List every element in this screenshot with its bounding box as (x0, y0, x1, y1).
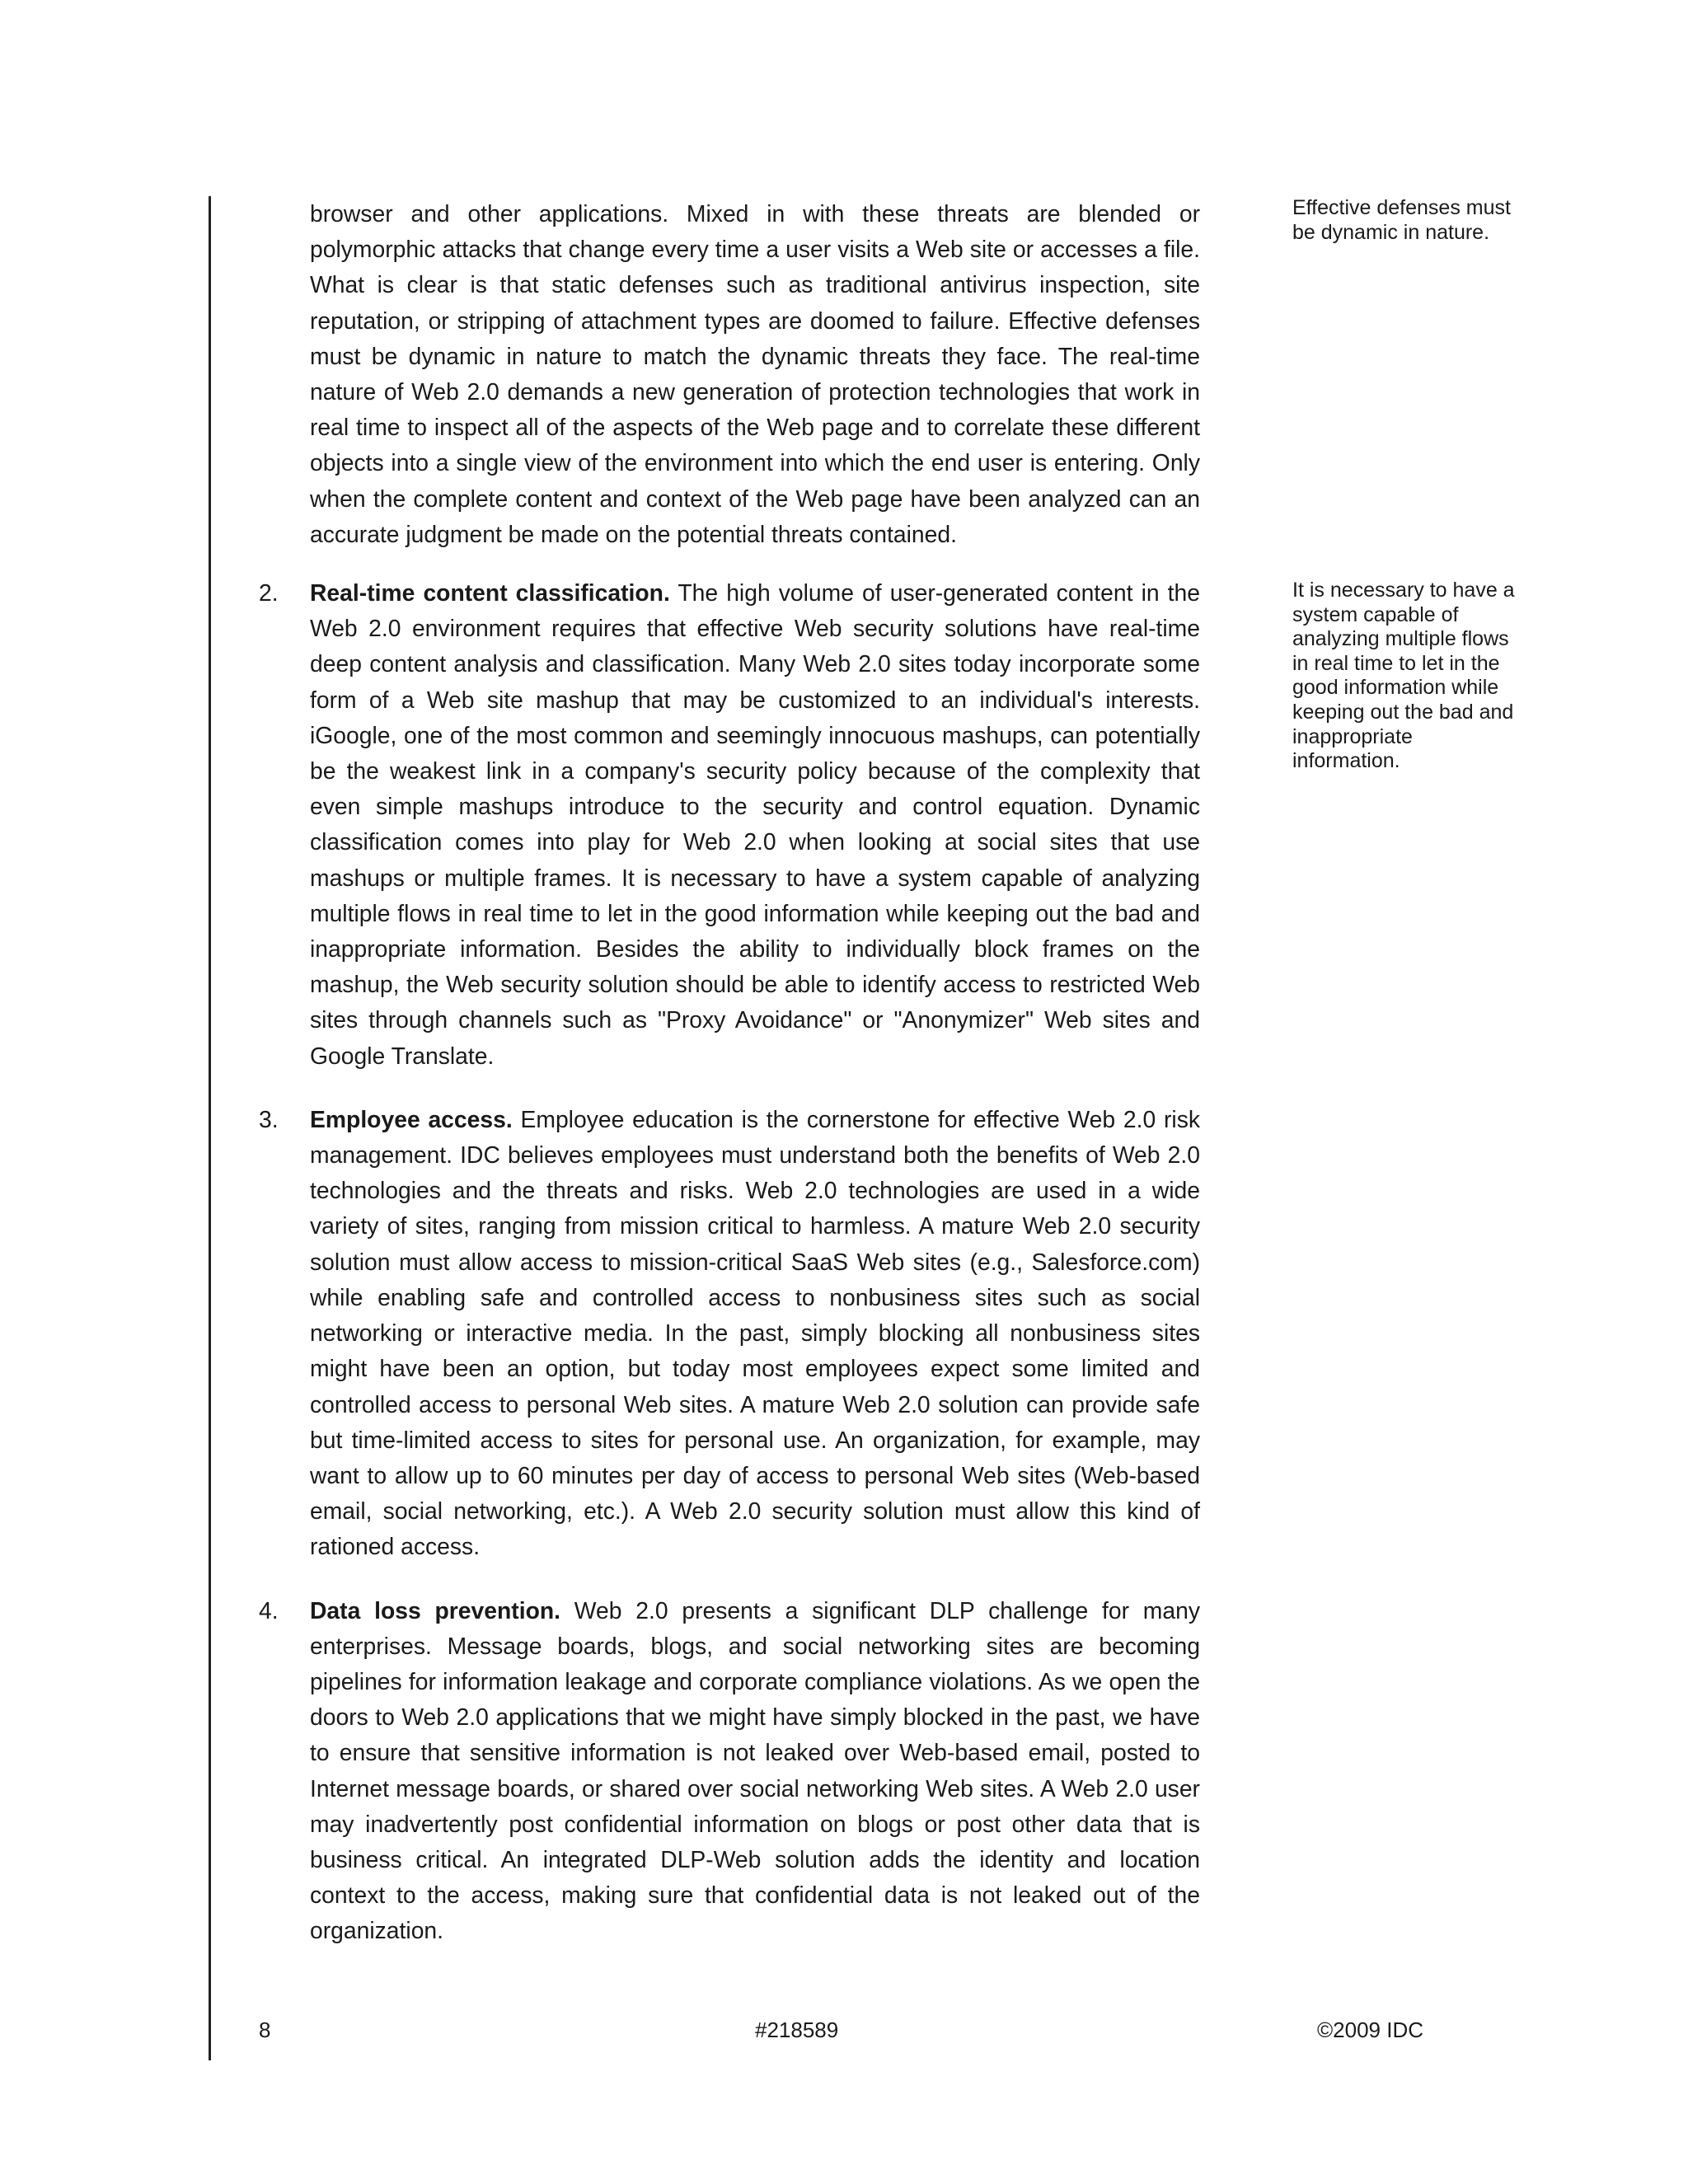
list-item-title: Data loss prevention. (310, 1596, 561, 1624)
list-item-data-loss-prevention (259, 1593, 1200, 1949)
list-item-title: Employee access. (310, 1105, 513, 1132)
list-item-body (310, 1593, 1200, 1949)
list-item-title: Real-time content classification. (310, 579, 670, 607)
margin-note-system-capable: It is necessary to have a system capable of analyzing multiple flows in real time to let in the good information while keeping out the bad and inappropriate information. (1292, 579, 1515, 773)
list-item-body (310, 575, 1200, 1074)
list-item-text: Web 2.0 presents a significant DLP challenge for many enterprises. Message boards, blogs, and social networking sites are becoming pipelines for information leakage and corporate compliance violations. As we open the doors to Web 2.0 applications that we might have simply blocked in the past, we have to ensure that sensitive information is not leaked over Web-based email, posted to Internet message boards, or shared over social networking Web sites. A Web 2.0 user may inadvertently post confidential information on blogs or post other data that is business critical. An integrated DLP-Web solution adds the identity and location context to the access, making sure that confidential data is not leaked out of the organization. (310, 1596, 1200, 1944)
list-item-body (310, 1102, 1200, 1565)
main-column (259, 196, 1200, 1949)
list-item-text: The high volume of user-generated content in the Web 2.0 environment requires that effective Web security solutions have real-time deep content analysis and classification. Many Web 2.0 sites today incorporate some form of a Web site mashup that may be customized to an individual's interests. iGoogle, one of the most common and seemingly innocuous mashups, can potentially be the weakest link in a company's security policy because of the complexity that even simple mashups introduce to the security and control equation. Dynamic classification comes into play for Web 2.0 when looking at social sites that use mashups or multiple frames. It is necessary to have a system capable of analyzing multiple flows in real time to let in the good information while keeping out the bad and inappropriate information. Besides the ability to individually block frames on the mashup, the Web security solution should be able to identify access to restricted Web sites through channels such as "Proxy Avoidance" or "Anonymizer" Web sites and Google Translate. (310, 579, 1200, 1069)
footer-copyright: ©2009 IDC (1317, 2018, 1423, 2042)
margin-note-effective-defenses: Effective defenses must be dynamic in nature. (1292, 196, 1511, 244)
list-item-real-time-classification (259, 575, 1200, 1074)
list-item-employee-access (259, 1102, 1200, 1565)
list-item-number: 4. (259, 1596, 279, 1624)
footer-document-id: #218589 (755, 2018, 839, 2042)
list-item-number: 3. (259, 1105, 279, 1132)
list-item-number: 2. (259, 579, 279, 607)
left-margin-rule (209, 196, 211, 2060)
intro-paragraph: browser and other applications. Mixed in with these threats are blended or polymorphic attacks that change every time a user visits a Web site or accesses a file. What is clear is that static defenses such as traditional antivirus inspection, site reputation, or stripping of attachment types are doomed to failure. Effective defenses must be dynamic in nature to match the dynamic threats they face. The real-time nature of Web 2.0 demands a new generation of protection technologies that work in real time to inspect all of the aspects of the Web page and to correlate these different objects into a single view of the environment into which the end user is entering. Only when the complete content and context of the Web page have been analyzed can an accurate judgment be made on the potential threats contained. (310, 200, 1200, 547)
footer-page-number: 8 (259, 2018, 271, 2042)
list-item-text: Employee education is the cornerstone for effective Web 2.0 risk management. IDC believes employees must understand both the benefits of Web 2.0 technologies and the threats and risks. Web 2.0 technologies are used in a wide variety of sites, ranging from mission critical to harmless. A mature Web 2.0 security solution must allow access to mission-critical SaaS Web sites (e.g., Salesforce.com) while enabling safe and controlled access to nonbusiness sites such as social networking or interactive media. In the past, simply blocking all nonbusiness sites might have been an option, but today most employees expect some limited and controlled access to personal Web sites. A mature Web 2.0 solution can provide safe but time-limited access to sites for personal use. An organization, for example, may want to allow up to 60 minutes per day of access to personal Web sites (Web-based email, social networking, etc.). A Web 2.0 security solution must allow this kind of rationed access. (310, 1105, 1201, 1560)
